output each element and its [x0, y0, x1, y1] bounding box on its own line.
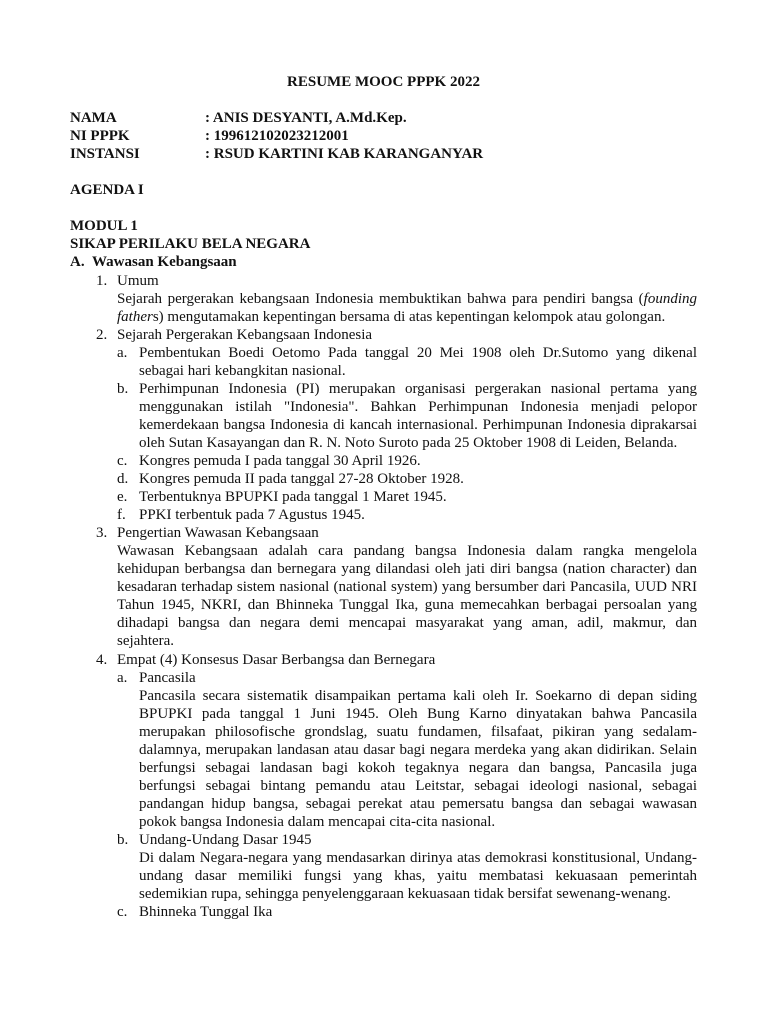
- sub-list-marker: a.: [117, 669, 128, 686]
- sub-list-marker: b.: [117, 831, 129, 848]
- sub-list-marker: d.: [117, 471, 129, 488]
- list-item-title: Empat (4) Konsesus Dasar Berbangsa dan Bernegara: [117, 651, 436, 668]
- paragraph-text: s) mengutamakan kepentingan bersama di atas kepentingan kelompok atau golongan.: [152, 308, 666, 325]
- paragraph-line: merupakan philosofische grondslag, suatu fundamen, filsafaat, pikiran yang sedalam-: [139, 723, 697, 740]
- emphasis-text: father: [117, 308, 153, 325]
- identity-value: : RSUD KARTINI KAB KARANGANYAR: [205, 146, 484, 163]
- paragraph-line: sejahtera.: [117, 633, 175, 650]
- sub-list-content: [139, 903, 697, 921]
- paragraph-line: menggunakan istilah "Indonesia". Bahkan Perhimpunan Indonesia menjadi pelopor: [139, 398, 697, 415]
- document-body: [70, 73, 697, 921]
- sub-list-content: [139, 470, 697, 488]
- sub-list-item: [70, 470, 697, 488]
- list-marker: 1.: [96, 272, 108, 289]
- paragraph-line: Pembentukan Boedi Oetomo Pada tanggal 20 Mei 1908 oleh Dr.Sutomo yang dikenal: [139, 344, 697, 361]
- list-item-title: Pengertian Wawasan Kebangsaan: [117, 525, 319, 542]
- list-item-umum: [70, 272, 697, 326]
- sub-list-item: [70, 380, 697, 452]
- list-item-content: [117, 272, 697, 326]
- sub-list-marker: c.: [117, 904, 128, 921]
- sub-list-item: [70, 452, 697, 470]
- sub-list-content: [139, 344, 697, 380]
- paragraph-text: Sejarah pergerakan kebangsaan Indonesia membuktikan bahwa para pendiri bangsa (: [117, 290, 644, 307]
- paragraph-line: PPKI terbentuk pada 7 Agustus 1945.: [139, 507, 365, 524]
- paragraph-line: kehidupan berbangsa dan bernegara yang dilandasi oleh jati diri bangsa (nation character) dan: [117, 561, 697, 578]
- sub-list-item: [70, 344, 697, 380]
- list-marker: 2.: [96, 326, 108, 343]
- paragraph-line: berfungsi sebagai landasan bagi kokoh tegaknya negara dan bangsa, Pancasila juga: [139, 759, 697, 776]
- identity-row-instansi: [70, 145, 697, 163]
- section-title: Wawasan Kebangsaan: [92, 254, 237, 271]
- sub-list-marker: e.: [117, 489, 128, 506]
- list-item-content: [117, 524, 697, 650]
- sub-list-marker: b.: [117, 380, 129, 397]
- paragraph-line: sebagai hari kebangkitan nasional.: [139, 362, 346, 379]
- paragraph-line: BPUPKI pada tanggal 1 Juni 1945. Oleh Bung Karno dinyatakan bahwa Pancasila: [139, 705, 697, 722]
- list-item-title: Sejarah Pergerakan Kebangsaan Indonesia: [117, 326, 373, 343]
- paragraph-line: Wawasan Kebangsaan adalah cara pandang bangsa Indonesia dalam rangka mengelola: [117, 543, 697, 560]
- sub-list-content: [139, 831, 697, 903]
- paragraph-line: undang dasar memiliki fungsi yang khas, yaitu membatasi kekuasaan pemerintah: [139, 868, 697, 885]
- sub-list-item: [70, 506, 697, 524]
- sub-list-item: [70, 488, 697, 506]
- identity-block: [70, 109, 697, 163]
- section-marker: A.: [70, 254, 85, 271]
- section-title-wrap: [92, 253, 697, 271]
- identity-row-ni-pppk: [70, 127, 697, 145]
- paragraph-line: dalamnya, merupakan landasan atau dasar bagi negara merdeka yang akan didirikan. Selain: [139, 741, 697, 758]
- module-title: SIKAP PERILAKU BELA NEGARA: [70, 236, 311, 253]
- list-marker: 3.: [96, 525, 108, 542]
- paragraph-line: Tahun 1945, NKRI, dan Bhinneka Tunggal Ika, guna memecahkan berbagai persoalan yang: [117, 597, 697, 614]
- identity-row-nama: [70, 109, 697, 127]
- list-item-pengertian: [70, 524, 697, 650]
- paragraph-line: kemerdekaan bangsa Indonesia di kancah internasional. Perhimpunan Indonesia diprakarsai: [139, 416, 697, 433]
- sub-list-content: [139, 452, 697, 470]
- sub-list-content: [139, 669, 697, 831]
- sub-list-item: [70, 669, 697, 831]
- list-item-content: [117, 651, 697, 669]
- paragraph-line: dihadapi bangsa dan negara demi mencapai masyarakat yang aman, adil, makmur, dan: [117, 615, 697, 632]
- list-marker: 4.: [96, 651, 108, 668]
- paragraph-line: Perhimpunan Indonesia (PI) merupakan organisasi pergerakan nasional pertama yang: [139, 380, 697, 397]
- identity-value: : 199612102023212001: [205, 128, 349, 145]
- identity-label: NI PPPK: [70, 128, 130, 145]
- sub-list-marker: a.: [117, 344, 128, 361]
- paragraph-line: pandangan hidup bangsa, sebagai perekat atau pemersatu bangsa dan sebagai wawasan: [139, 795, 697, 812]
- emphasis-text: founding: [643, 290, 697, 307]
- list-item-sejarah: [70, 326, 697, 344]
- list-item-content: [117, 326, 697, 344]
- sub-list-item: [70, 831, 697, 903]
- paragraph-line: [117, 308, 697, 326]
- sub-list-marker: f.: [117, 507, 126, 524]
- sub-list-item: [70, 903, 697, 921]
- sub-list-content: [139, 488, 697, 506]
- section-heading: [70, 253, 697, 271]
- paragraph-line: Terbentuknya BPUPKI pada tanggal 1 Maret 1945.: [139, 489, 447, 506]
- agenda-heading: AGENDA I: [70, 182, 144, 199]
- sub-list-title: Pancasila: [139, 669, 196, 686]
- paragraph-line: Di dalam Negara-negara yang mendasarkan dirinya atas demokrasi konstitusional, Undang-: [139, 850, 697, 867]
- identity-value: : ANIS DESYANTI, A.Md.Kep.: [205, 110, 407, 127]
- list-item-title: Umum: [117, 272, 159, 289]
- sub-list-content: [139, 380, 697, 452]
- paragraph-line: pokok bangsa Indonesia dalam mencapai cita-cita nasional.: [139, 813, 496, 830]
- paragraph-line: sedemikian rupa, sehingga penyelenggaraan kekuasaan tidak bersifat sewenang-wenang.: [139, 886, 671, 903]
- identity-label: NAMA: [70, 110, 117, 127]
- paragraph-line: oleh Sutan Kasayangan dan R. N. Noto Suroto pada 25 Oktober 1908 di Leiden, Belanda.: [139, 434, 678, 451]
- paragraph-line: berfungsi sebagai bintang pemandu atau Leitstar, sebagai ideologi nasional, sebagai: [139, 777, 697, 794]
- sub-list-marker: c.: [117, 452, 128, 469]
- list-item-konsensus: [70, 651, 697, 669]
- paragraph-line: Pancasila secara sistematik disampaikan pertama kali oleh Ir. Soekarno di depan siding: [139, 687, 697, 704]
- document-title: RESUME MOOC PPPK 2022: [287, 74, 480, 90]
- sub-list-content: [139, 506, 697, 524]
- paragraph-line: Kongres pemuda II pada tanggal 27-28 Oktober 1928.: [139, 471, 464, 488]
- sub-list-title: Undang-Undang Dasar 1945: [139, 831, 312, 848]
- paragraph-line: [117, 290, 697, 308]
- paragraph-line: Kongres pemuda I pada tanggal 30 April 1926.: [139, 452, 421, 469]
- sub-list-title: Bhinneka Tunggal Ika: [139, 904, 273, 921]
- module-number: MODUL 1: [70, 218, 138, 235]
- paragraph-line: kesadaran terhadap sistem nasional (national system) yang bersumber dari Pancasila, UUD NRI: [117, 579, 697, 596]
- identity-label: INSTANSI: [70, 146, 140, 163]
